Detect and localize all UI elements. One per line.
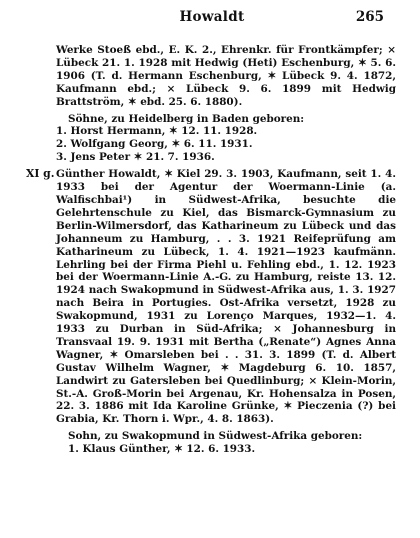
entry-paragraph: Günther Howaldt, ✶ Kiel 29. 3. 1903, Kaufmann, seit 1. 4. 1933 bei der Agentur der Woermann-Linie (a. Walfischbai¹) in Südwest-Afrika, besuchte die Gelehrtenschule zu Kiel, das Bismarck-Gymnasium zu Berlin-Wilmersdorf, das Katharineum zu Lübeck und das Johanneum zu Hamburg, . . 3. 1921 Reifeprüfung am Katharineum zu Lübeck, 1. 4. 1921—1923 kaufmänn. Lehrling bei der Firma Piehl u. Fehling ebd., 1. 12. 1923 bei der Woermann-Linie A.-G. zu Hamburg, reiste 13. 12. 1924 nach Swakopmund in Südwest-Afrika aus, 1. 3. 1927 nach Beira in Portugies. Ost-Afrika versetzt, 1928 zu Swakopmund, 1931 zu Lorenço Marques, 1932—1. 4. 1933 zu Durban in Süd-Afrika; × Johannesburg in Transvaal 19. 9. 1931 mit Bertha („Renate“) Agnes Anna Wagner, ✶ Omarsleben bei . . 31. 3. 1899 (T. d. Albert Gustav Wilhelm Wagner, ✶ Magdeburg 6. 10. 1857, Landwirt zu Gatersleben bei Quedlinburg; × Klein-Morin, St.-A. Groß-Morin bei Argenau, Kr. Hohensalza in Posen, 22. 3. 1886 mit Ida Karoline Grünke, ✶ Pieczenia (?) bei Grabia, Kr. Thorn i. Wpr., 4. 8. 1863). [56, 168, 396, 426]
page-number: 265 [355, 9, 384, 25]
page-body [26, 44, 396, 456]
son-heading: Sohn, zu Swakopmund in Südwest-Afrika geboren: [68, 430, 363, 443]
page-header [40, 9, 384, 27]
list-item: 1. Horst Hermann, ✶ 12. 11. 1928. [56, 125, 258, 138]
list-item: 2. Wolfgang Georg, ✶ 6. 11. 1931. [56, 138, 253, 151]
son-item: 1. Klaus Günther, ✶ 12. 6. 1933. [68, 443, 256, 456]
sons-list [56, 125, 396, 164]
genealogy-entry [26, 167, 396, 426]
sons-heading: Söhne, zu Heidelberg in Baden geboren: [68, 112, 305, 125]
entry-label: XI g. [26, 167, 55, 181]
list-item: 3. Jens Peter ✶ 21. 7. 1936. [56, 151, 215, 164]
continuation-paragraph: Werke Stoeß ebd., E. K. 2., Ehrenkr. für Frontkämpfer; × Lübeck 21. 1. 1928 mit Hedwig (Heti) Eschenburg, ✶ 5. 6. 1906 (T. d. Hermann Eschenburg, ✶ Lübeck 9. 4. 1872, Kaufmann ebd.; × Lübeck 9. 6. 1899 mit Hedwig Brattström, ✶ ebd. 25. 6. 1880). [56, 44, 396, 108]
running-title: Howaldt [179, 9, 245, 25]
